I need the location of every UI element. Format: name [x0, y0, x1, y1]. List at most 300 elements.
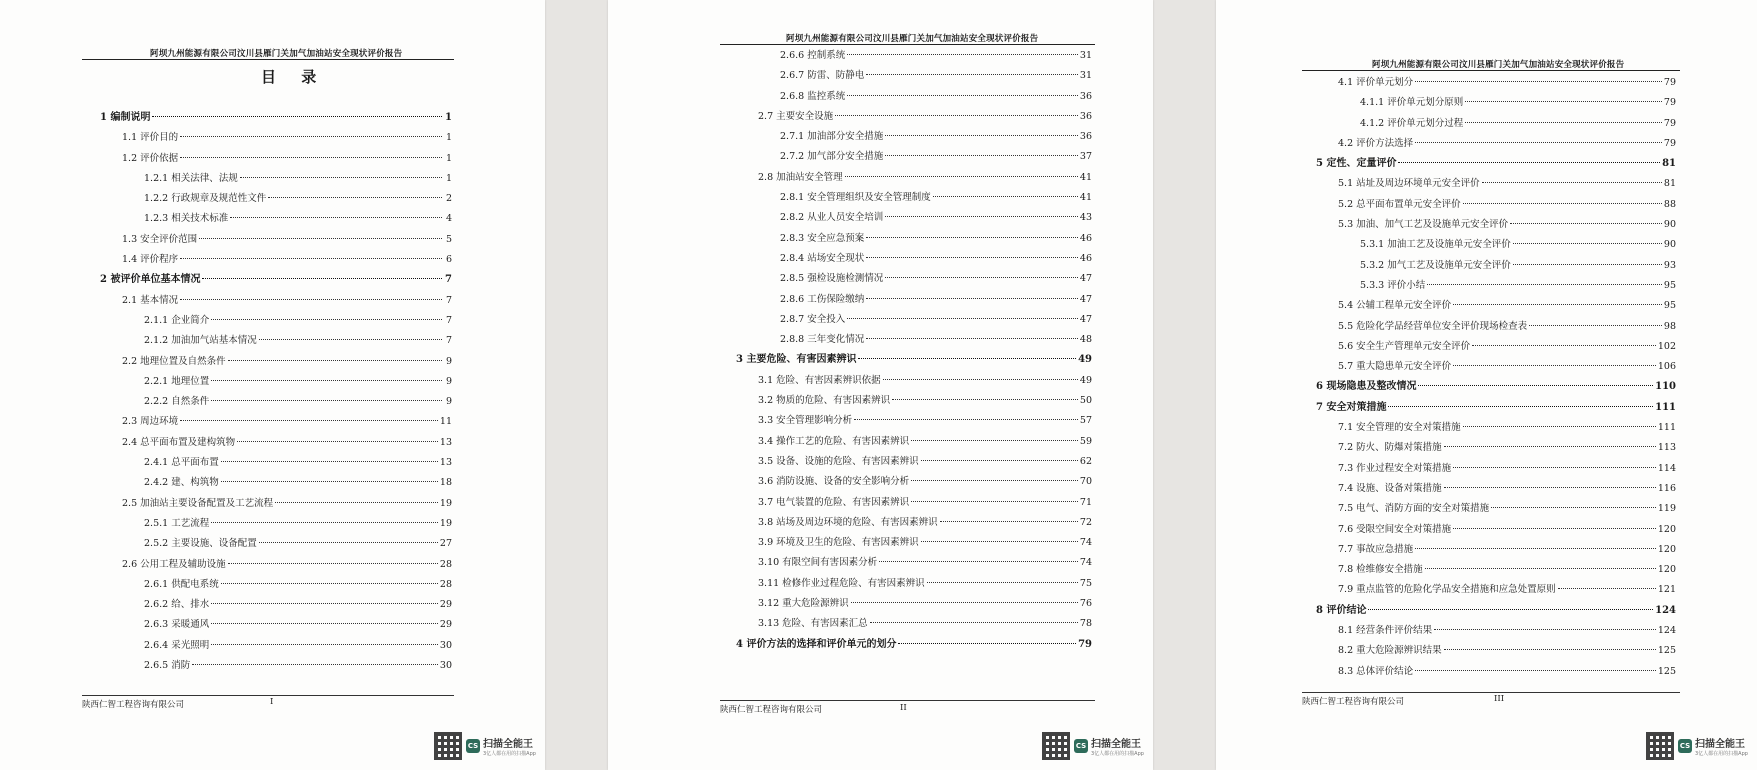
- toc-entry-page: 2: [445, 193, 452, 205]
- toc-entry: [1316, 459, 1676, 479]
- watermark-brand: 扫描全能王: [483, 739, 533, 750]
- toc-leader-dots: [1510, 223, 1662, 224]
- toc-entry-title: 2.8.8 三年变化情况: [780, 334, 865, 346]
- toc-leader-dots: [1415, 670, 1656, 671]
- toc-entry-title: 8.2 重大危险源辨识结果: [1338, 645, 1442, 657]
- document-page-3: [1216, 0, 1757, 770]
- toc-leader-dots: [240, 177, 442, 178]
- toc-leader-dots: [892, 399, 1078, 400]
- toc-leader-dots: [1368, 609, 1653, 610]
- toc-entry-page: 30: [439, 660, 452, 672]
- toc-entry-page: 79: [1663, 97, 1676, 109]
- toc-entry-page: 124: [1655, 604, 1676, 616]
- toc-entry-title: 3.6 消防设施、设备的安全影响分析: [758, 476, 910, 488]
- toc-leader-dots: [870, 622, 1078, 623]
- toc-entry: [736, 249, 1092, 269]
- toc-entry-page: 50: [1079, 395, 1092, 407]
- toc-leader-dots: [180, 420, 438, 421]
- toc-entry: [100, 149, 452, 169]
- toc-entry: [736, 310, 1092, 330]
- toc-entry-page: 1: [445, 152, 452, 164]
- toc-entry-page: 102: [1657, 340, 1676, 352]
- toc-entry-page: 9: [445, 375, 452, 387]
- toc-title: 目 录: [261, 68, 327, 86]
- toc-entry-title: 4.2 评价方法选择: [1338, 137, 1414, 149]
- toc-leader-dots: [1463, 203, 1662, 204]
- toc-leader-dots: [851, 602, 1078, 603]
- toc-leader-dots: [202, 278, 442, 279]
- toc-leader-dots: [1444, 487, 1656, 488]
- toc-entry-title: 2.6.7 防雷、防静电: [780, 70, 865, 82]
- toc-entry-title: 7.1 安全管理的安全对策措施: [1338, 422, 1461, 434]
- toc-entry: [1316, 114, 1676, 134]
- toc-entry: [1316, 73, 1676, 93]
- toc-entry-title: 5.1 站址及周边环境单元安全评价: [1338, 178, 1480, 190]
- toc-entry-title: 2.2.2 自然条件: [144, 396, 210, 408]
- toc-leader-dots: [1513, 243, 1662, 244]
- toc-entry-page: 30: [439, 639, 452, 651]
- toc-leader-dots: [885, 155, 1078, 156]
- toc-entry-title: 2.8.4 站场安全现状: [780, 252, 865, 264]
- toc-entry-title: 7.2 防火、防爆对策措施: [1338, 442, 1442, 454]
- toc-entry-title: 5.5 危险化学品经营单位安全评价现场检查表: [1338, 320, 1528, 332]
- page-header: 阿坝九州能源有限公司汶川县雁门关加气加油站安全现状评价报告: [1372, 60, 1625, 70]
- toc-leader-dots: [866, 257, 1078, 258]
- toc-entry-page: 47: [1079, 313, 1092, 325]
- toc-leader-dots: [275, 502, 438, 503]
- toc-list: [736, 46, 1092, 655]
- toc-entry-title: 2.7.2 加气部分安全措施: [780, 151, 884, 163]
- toc-entry-page: 31: [1079, 70, 1092, 82]
- toc-entry-title: 7.6 受限空间安全对策措施: [1338, 523, 1452, 535]
- toc-entry: [1316, 580, 1676, 600]
- toc-entry-title: 8.3 总体评价结论: [1338, 665, 1414, 677]
- toc-entry-page: 28: [439, 558, 452, 570]
- toc-entry: [100, 169, 452, 189]
- qr-code-icon: [1042, 732, 1070, 760]
- toc-leader-dots: [1434, 629, 1656, 630]
- toc-leader-dots: [180, 157, 442, 158]
- toc-entry-page: 36: [1079, 110, 1092, 122]
- toc-entry-page: 81: [1662, 158, 1676, 170]
- toc-leader-dots: [898, 643, 1076, 644]
- toc-entry: [736, 594, 1092, 614]
- toc-entry-page: 36: [1079, 90, 1092, 102]
- toc-entry: [736, 371, 1092, 391]
- toc-entry-page: 13: [439, 457, 452, 469]
- toc-leader-dots: [927, 582, 1078, 583]
- toc-entry-title: 2.8.7 安全投入: [780, 313, 846, 325]
- toc-entry-title: 3.10 有限空间有害因素分析: [758, 557, 878, 569]
- toc-leader-dots: [1453, 528, 1656, 529]
- toc-entry-title: 3.1 危险、有害因素辨识依据: [758, 374, 881, 386]
- toc-leader-dots: [1453, 365, 1656, 366]
- toc-leader-dots: [268, 197, 442, 198]
- toc-entry-title: 2.6.1 供配电系统: [144, 578, 219, 590]
- toc-entry-title: 2.1.1 企业简介: [144, 314, 210, 326]
- toc-entry-page: 62: [1079, 455, 1092, 467]
- toc-entry-page: 74: [1079, 557, 1092, 569]
- toc-entry-page: 125: [1657, 645, 1676, 657]
- toc-entry: [100, 636, 452, 656]
- toc-entry-title: 2 被评价单位基本情况: [100, 274, 201, 286]
- toc-entry: [736, 432, 1092, 452]
- toc-entry-title: 7 安全对策措施: [1316, 401, 1387, 413]
- toc-entry-title: 5.2 总平面布置单元安全评价: [1338, 198, 1461, 210]
- toc-entry: [736, 87, 1092, 107]
- toc-entry: [1316, 154, 1676, 174]
- toc-entry: [100, 209, 452, 229]
- toc-entry-page: 113: [1657, 442, 1676, 454]
- toc-entry: [1316, 276, 1676, 296]
- toc-entry-page: 9: [445, 355, 452, 367]
- toc-entry-page: 19: [439, 497, 452, 509]
- toc-entry-page: 79: [1663, 137, 1676, 149]
- toc-entry-title: 1.2.1 相关法律、法规: [144, 172, 238, 184]
- toc-leader-dots: [211, 380, 442, 381]
- toc-leader-dots: [211, 522, 438, 523]
- header-rule: [720, 44, 1095, 45]
- toc-leader-dots: [911, 440, 1078, 441]
- toc-entry-title: 2.2.1 地理位置: [144, 375, 210, 387]
- toc-leader-dots: [1415, 81, 1662, 82]
- toc-entry-page: 95: [1663, 300, 1676, 312]
- toc-entry: [1316, 296, 1676, 316]
- toc-leader-dots: [866, 74, 1078, 75]
- toc-entry-title: 4 评价方法的选择和评价单元的划分: [736, 638, 897, 650]
- toc-entry-page: 98: [1663, 320, 1676, 332]
- toc-leader-dots: [921, 541, 1078, 542]
- toc-entry-page: 6: [445, 254, 452, 266]
- toc-entry: [736, 574, 1092, 594]
- toc-entry: [1316, 621, 1676, 641]
- scanner-watermark: [1042, 732, 1144, 760]
- toc-entry-title: 1.2 评价依据: [122, 152, 179, 164]
- toc-entry: [736, 350, 1092, 370]
- toc-leader-dots: [885, 216, 1078, 217]
- toc-entry: [736, 208, 1092, 228]
- toc-entry: [100, 331, 452, 351]
- watermark-tagline: 3亿人都在用的扫描App: [1091, 751, 1144, 757]
- toc-entry-title: 2.6.8 监控系统: [780, 90, 846, 102]
- toc-entry-title: 2.2 地理位置及自然条件: [122, 355, 226, 367]
- toc-entry-title: 2.8.5 强检设施检测情况: [780, 273, 884, 285]
- toc-entry-title: 1 编制说明: [100, 112, 151, 123]
- toc-entry-title: 3.5 设备、设施的危险、有害因素辨识: [758, 455, 919, 467]
- toc-entry: [1316, 174, 1676, 194]
- toc-leader-dots: [1415, 142, 1662, 143]
- toc-entry-page: 36: [1079, 131, 1092, 143]
- toc-leader-dots: [1425, 568, 1656, 569]
- watermark-brand: 扫描全能王: [1695, 739, 1745, 750]
- footer-company: 陕西仁智工程咨询有限公司: [1302, 697, 1405, 707]
- toc-leader-dots: [940, 521, 1078, 522]
- toc-entry: [100, 291, 452, 311]
- toc-entry: [736, 269, 1092, 289]
- footer-company: 陕西仁智工程咨询有限公司: [82, 700, 185, 710]
- toc-leader-dots: [1529, 325, 1662, 326]
- header-rule: [82, 59, 454, 60]
- toc-entry-page: 11: [439, 416, 452, 428]
- toc-entry: [100, 230, 452, 250]
- toc-entry-page: 93: [1663, 259, 1676, 271]
- camscanner-logo-icon: CS: [466, 739, 480, 753]
- toc-leader-dots: [866, 298, 1078, 299]
- toc-entry: [100, 250, 452, 270]
- toc-entry-title: 2.6 公用工程及辅助设施: [122, 558, 226, 570]
- toc-entry: [100, 494, 452, 514]
- toc-leader-dots: [1415, 548, 1656, 549]
- toc-entry: [736, 452, 1092, 472]
- toc-entry-title: 2.4 总平面布置及建构筑物: [122, 436, 236, 448]
- toc-entry-title: 6 现场隐患及整改情况: [1316, 381, 1417, 393]
- toc-entry: [736, 635, 1092, 655]
- toc-leader-dots: [885, 135, 1078, 136]
- toc-leader-dots: [911, 501, 1078, 502]
- toc-leader-dots: [228, 563, 438, 564]
- toc-entry: [1316, 499, 1676, 519]
- toc-entry-title: 7.4 设施、设备对策措施: [1338, 482, 1442, 494]
- toc-leader-dots: [866, 338, 1078, 339]
- toc-entry-page: 95: [1663, 279, 1676, 291]
- toc-entry-page: 1: [445, 132, 452, 144]
- toc-entry-page: 47: [1079, 293, 1092, 305]
- toc-entry-page: 29: [439, 619, 452, 631]
- toc-entry-page: 48: [1079, 334, 1092, 346]
- toc-entry-page: 4: [445, 213, 452, 225]
- toc-leader-dots: [1472, 345, 1656, 346]
- toc-entry-page: 79: [1663, 77, 1676, 88]
- toc-entry: [1316, 235, 1676, 255]
- toc-entry-page: 27: [439, 538, 452, 550]
- toc-leader-dots: [847, 54, 1078, 55]
- toc-leader-dots: [879, 561, 1078, 562]
- toc-entry-title: 2.5.1 工艺流程: [144, 517, 210, 529]
- toc-entry-title: 7.3 作业过程安全对策措施: [1338, 462, 1452, 474]
- toc-leader-dots: [228, 360, 442, 361]
- toc-leader-dots: [1388, 406, 1653, 407]
- toc-entry-page: 70: [1079, 476, 1092, 488]
- toc-leader-dots: [180, 299, 442, 300]
- toc-entry-page: 59: [1079, 435, 1092, 447]
- toc-leader-dots: [866, 237, 1078, 238]
- toc-entry: [736, 391, 1092, 411]
- toc-leader-dots: [1482, 182, 1662, 183]
- toc-entry: [1316, 93, 1676, 113]
- toc-entry-title: 2.1 基本情况: [122, 294, 179, 306]
- toc-entry-page: 13: [439, 436, 452, 448]
- toc-leader-dots: [1398, 162, 1660, 163]
- toc-entry-title: 5.3.2 加气工艺及设施单元安全评价: [1360, 259, 1511, 271]
- toc-entry-page: 71: [1079, 496, 1092, 508]
- footer-company: 陕西仁智工程咨询有限公司: [720, 705, 823, 715]
- toc-entry-page: 124: [1657, 625, 1676, 637]
- toc-entry-title: 3.9 环境及卫生的危险、有害因素辨识: [758, 537, 919, 549]
- toc-leader-dots: [230, 217, 442, 218]
- toc-entry-page: 106: [1657, 361, 1676, 373]
- toc-leader-dots: [835, 115, 1078, 116]
- toc-entry-title: 8 评价结论: [1316, 604, 1367, 616]
- toc-entry-page: 75: [1079, 577, 1092, 589]
- toc-entry-title: 2.8.2 从业人员安全培训: [780, 212, 884, 224]
- toc-entry-title: 5.3.3 评价小结: [1360, 279, 1426, 291]
- toc-entry-title: 3.12 重大危险源辨识: [758, 598, 849, 610]
- toc-entry-title: 3 主要危险、有害因素辨识: [736, 354, 857, 366]
- toc-entry-page: 120: [1657, 523, 1676, 535]
- toc-leader-dots: [1558, 588, 1656, 589]
- camscanner-logo-icon: CS: [1074, 739, 1088, 753]
- toc-leader-dots: [847, 95, 1078, 96]
- toc-entry-title: 2.3 周边环境: [122, 416, 179, 428]
- toc-entry-page: 9: [445, 396, 452, 408]
- toc-entry: [1316, 662, 1676, 682]
- toc-entry-title: 2.6.3 采暖通风: [144, 619, 210, 631]
- toc-entry: [736, 513, 1092, 533]
- toc-entry: [736, 46, 1092, 66]
- toc-entry-page: 79: [1663, 117, 1676, 129]
- toc-entry-title: 8.1 经营条件评价结果: [1338, 625, 1433, 637]
- toc-entry: [1316, 317, 1676, 337]
- toc-entry-page: 46: [1079, 252, 1092, 264]
- toc-entry-page: 78: [1079, 618, 1092, 630]
- toc-entry: [1316, 398, 1676, 418]
- toc-entry: [736, 168, 1092, 188]
- toc-entry: [1316, 357, 1676, 377]
- toc-entry: [736, 330, 1092, 350]
- toc-entry-title: 2.8.1 安全管理组织及安全管理制度: [780, 192, 931, 204]
- toc-entry-title: 3.4 操作工艺的危险、有害因素辨识: [758, 435, 910, 447]
- footer-rule: [82, 695, 454, 696]
- toc-entry: [736, 290, 1092, 310]
- toc-entry: [1316, 560, 1676, 580]
- toc-entry: [1316, 195, 1676, 215]
- toc-entry-title: 4.1.1 评价单元划分原则: [1360, 97, 1464, 109]
- toc-entry-title: 5.4 公辅工程单元安全评价: [1338, 300, 1452, 312]
- scanner-watermark: [434, 732, 536, 760]
- qr-code-icon: [434, 732, 462, 760]
- toc-entry-title: 3.7 电气装置的危险、有害因素辨识: [758, 496, 910, 508]
- toc-entry-page: 111: [1655, 401, 1676, 413]
- footer-page-number: III: [1494, 694, 1505, 704]
- toc-leader-dots: [180, 258, 442, 259]
- toc-entry-page: 46: [1079, 232, 1092, 244]
- toc-entry: [736, 127, 1092, 147]
- footer-rule: [720, 700, 1095, 701]
- toc-entry: [736, 411, 1092, 431]
- toc-entry: [100, 453, 452, 473]
- toc-leader-dots: [911, 480, 1078, 481]
- toc-entry-title: 3.3 安全管理影响分析: [758, 415, 853, 427]
- toc-entry-title: 1.3 安全评价范围: [122, 233, 198, 245]
- toc-leader-dots: [211, 400, 442, 401]
- toc-leader-dots: [237, 441, 438, 442]
- footer-page-number: I: [270, 697, 274, 707]
- toc-entry: [100, 128, 452, 148]
- toc-entry-page: 76: [1079, 598, 1092, 610]
- toc-entry-title: 2.4.1 总平面布置: [144, 457, 219, 469]
- toc-leader-dots: [1444, 649, 1656, 650]
- toc-entry-title: 1.2.2 行政规章及规范性文件: [144, 193, 267, 205]
- toc-entry: [100, 534, 452, 554]
- toc-entry-title: 2.8.6 工伤保险缴纳: [780, 293, 865, 305]
- toc-leader-dots: [1453, 467, 1656, 468]
- watermark-tagline: 3亿人都在用的扫描App: [483, 751, 536, 757]
- toc-entry-page: 41: [1079, 192, 1092, 204]
- toc-leader-dots: [847, 318, 1078, 319]
- toc-entry-page: 7: [445, 294, 452, 306]
- qr-code-icon: [1646, 732, 1674, 760]
- toc-entry-page: 90: [1663, 239, 1676, 251]
- toc-entry: [736, 147, 1092, 167]
- toc-entry-title: 5.7 重大隐患单元安全评价: [1338, 361, 1452, 373]
- toc-leader-dots: [1444, 446, 1656, 447]
- toc-entry-page: 72: [1079, 516, 1092, 528]
- toc-entry-title: 4.1 评价单元划分: [1338, 77, 1414, 88]
- toc-leader-dots: [211, 319, 442, 320]
- toc-entry-title: 2.5 加油站主要设备配置及工艺流程: [122, 497, 274, 509]
- toc-leader-dots: [933, 196, 1078, 197]
- toc-leader-dots: [211, 603, 438, 604]
- toc-leader-dots: [180, 136, 442, 137]
- toc-entry: [736, 107, 1092, 127]
- watermark-brand: 扫描全能王: [1091, 739, 1141, 750]
- toc-entry-page: 18: [439, 477, 452, 489]
- toc-leader-dots: [1427, 284, 1662, 285]
- toc-entry-title: 5 定性、定量评价: [1316, 158, 1397, 170]
- toc-entry-page: 19: [439, 517, 452, 529]
- toc-entry: [1316, 256, 1676, 276]
- toc-entry: [736, 553, 1092, 573]
- toc-leader-dots: [1513, 264, 1662, 265]
- toc-leader-dots: [221, 461, 438, 462]
- toc-leader-dots: [854, 419, 1078, 420]
- toc-entry: [1316, 215, 1676, 235]
- toc-entry-page: 1: [445, 112, 452, 123]
- toc-leader-dots: [221, 481, 438, 482]
- toc-leader-dots: [1465, 101, 1662, 102]
- toc-leader-dots: [221, 583, 438, 584]
- toc-entry: [100, 433, 452, 453]
- footer-page-number: II: [900, 703, 907, 713]
- toc-entry: [1316, 337, 1676, 357]
- toc-entry: [100, 108, 452, 128]
- toc-entry: [100, 372, 452, 392]
- toc-leader-dots: [921, 460, 1078, 461]
- toc-entry: [100, 595, 452, 615]
- toc-entry-page: 7: [445, 335, 452, 347]
- toc-list: [1316, 73, 1676, 682]
- toc-entry-page: 57: [1079, 415, 1092, 427]
- toc-entry: [1316, 134, 1676, 154]
- toc-entry: [100, 412, 452, 432]
- toc-entry: [736, 188, 1092, 208]
- toc-entry: [736, 66, 1092, 86]
- toc-entry-page: 31: [1079, 50, 1092, 61]
- toc-entry-page: 119: [1657, 503, 1676, 515]
- toc-entry-page: 88: [1663, 198, 1676, 210]
- toc-leader-dots: [858, 358, 1076, 359]
- toc-leader-dots: [845, 176, 1078, 177]
- toc-entry: [100, 352, 452, 372]
- toc-entry: [100, 656, 452, 676]
- toc-leader-dots: [259, 542, 438, 543]
- toc-entry-title: 2.6.5 消防: [144, 660, 191, 672]
- toc-entry: [100, 514, 452, 534]
- toc-entry-title: 1.1 评价目的: [122, 132, 179, 144]
- toc-entry: [100, 189, 452, 209]
- watermark-tagline: 3亿人都在用的扫描App: [1695, 751, 1748, 757]
- toc-entry-page: 47: [1079, 273, 1092, 285]
